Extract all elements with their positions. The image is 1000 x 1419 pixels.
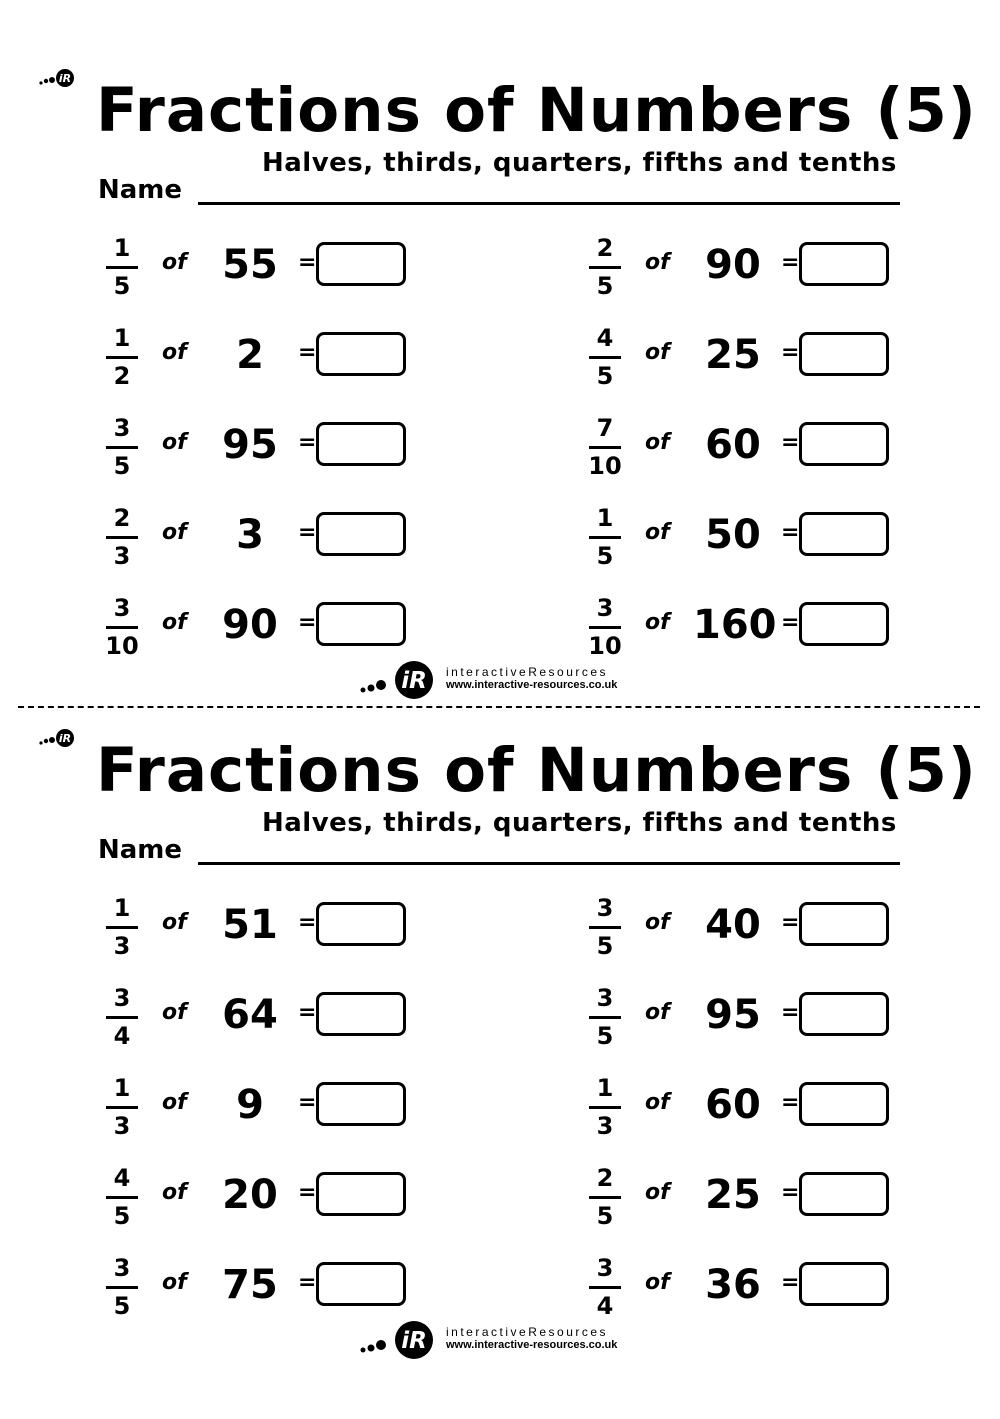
- fraction-denominator: 4: [596, 1292, 614, 1320]
- fraction-problem: [102, 982, 422, 1052]
- whole-number: 55: [222, 242, 278, 288]
- footer-brand-name: interactiveResources: [446, 1325, 609, 1339]
- small-ir-logo-icon: [38, 68, 78, 88]
- worksheet-sheet-2: [0, 660, 1000, 1354]
- equals-sign: =: [781, 1180, 800, 1205]
- fraction-problem: [585, 1072, 905, 1142]
- equals-sign: =: [298, 1090, 317, 1115]
- fraction-problem: [585, 1162, 905, 1232]
- fraction-problem: [102, 1162, 422, 1232]
- fraction-bar: [589, 1016, 621, 1019]
- worksheet-sheet-1: [0, 0, 1000, 694]
- fraction-denominator: 3: [113, 932, 131, 960]
- footer-brand-name: interactiveResources: [446, 665, 609, 679]
- name-write-line[interactable]: [198, 202, 900, 205]
- fraction-bar: [589, 356, 621, 359]
- fraction: [585, 1252, 625, 1322]
- of-label: of: [162, 250, 187, 275]
- fraction-denominator: 10: [588, 632, 622, 660]
- fraction-problem: [102, 412, 422, 482]
- fraction-problem: [102, 232, 422, 302]
- answer-box[interactable]: [799, 332, 889, 376]
- equals-sign: =: [298, 340, 317, 365]
- equals-sign: =: [298, 430, 317, 455]
- worksheet-subtitle: Halves, thirds, quarters, fifths and tenths: [262, 808, 897, 838]
- fraction-denominator: 5: [596, 1202, 614, 1230]
- whole-number: 40: [705, 902, 761, 948]
- equals-sign: =: [781, 250, 800, 275]
- fraction-bar: [106, 1286, 138, 1289]
- fraction-problem: [585, 322, 905, 392]
- fraction-numerator: 3: [596, 594, 614, 622]
- fraction-problem: [585, 412, 905, 482]
- footer-branding: [358, 1318, 648, 1362]
- fraction: [102, 1252, 142, 1322]
- equals-sign: =: [298, 520, 317, 545]
- of-label: of: [645, 910, 670, 935]
- answer-box[interactable]: [799, 1262, 889, 1306]
- fraction-problem: [585, 1252, 905, 1322]
- equals-sign: =: [781, 430, 800, 455]
- of-label: of: [162, 520, 187, 545]
- fraction: [585, 502, 625, 572]
- of-label: of: [645, 340, 670, 365]
- fraction-problem: [102, 502, 422, 572]
- fraction: [102, 592, 142, 662]
- fraction: [585, 1072, 625, 1142]
- whole-number: 64: [222, 992, 278, 1038]
- equals-sign: =: [298, 1000, 317, 1025]
- whole-number: 25: [705, 1172, 761, 1218]
- footer-website-url: www.interactive-resources.co.uk: [446, 1339, 618, 1351]
- answer-box[interactable]: [316, 332, 406, 376]
- fraction-numerator: 2: [113, 504, 131, 532]
- of-label: of: [645, 610, 670, 635]
- equals-sign: =: [781, 340, 800, 365]
- fraction-numerator: 3: [596, 894, 614, 922]
- fraction: [585, 1162, 625, 1232]
- answer-box[interactable]: [799, 1082, 889, 1126]
- answer-box[interactable]: [316, 512, 406, 556]
- fraction-numerator: 1: [113, 324, 131, 352]
- of-label: of: [162, 1180, 187, 1205]
- fraction-bar: [106, 1106, 138, 1109]
- fraction-denominator: 5: [113, 1292, 131, 1320]
- of-label: of: [162, 910, 187, 935]
- answer-box[interactable]: [799, 602, 889, 646]
- whole-number: 90: [705, 242, 761, 288]
- answer-box[interactable]: [316, 992, 406, 1036]
- fraction-denominator: 10: [588, 452, 622, 480]
- fraction-bar: [106, 1016, 138, 1019]
- of-label: of: [645, 520, 670, 545]
- fraction-problem: [585, 232, 905, 302]
- fraction-problem: [585, 502, 905, 572]
- fraction-numerator: 2: [596, 234, 614, 262]
- fraction: [585, 982, 625, 1052]
- equals-sign: =: [781, 1000, 800, 1025]
- fraction-problem: [585, 892, 905, 962]
- fraction-bar: [589, 926, 621, 929]
- of-label: of: [162, 1090, 187, 1115]
- answer-box[interactable]: [316, 422, 406, 466]
- fraction-numerator: 1: [113, 234, 131, 262]
- answer-box[interactable]: [799, 422, 889, 466]
- equals-sign: =: [298, 610, 317, 635]
- name-write-line[interactable]: [198, 862, 900, 865]
- whole-number: 36: [705, 1262, 761, 1308]
- footer-ir-logo-icon: [358, 1320, 442, 1360]
- of-label: of: [162, 1000, 187, 1025]
- fraction-denominator: 3: [113, 542, 131, 570]
- name-label: Name: [98, 835, 183, 865]
- whole-number: 3: [236, 512, 264, 558]
- equals-sign: =: [781, 1090, 800, 1115]
- fraction: [102, 322, 142, 392]
- fraction-bar: [589, 1106, 621, 1109]
- fraction-bar: [106, 356, 138, 359]
- footer-logo-text: iR: [401, 668, 427, 694]
- fraction-bar: [589, 266, 621, 269]
- answer-box[interactable]: [316, 602, 406, 646]
- fraction: [585, 592, 625, 662]
- fraction-problem: [102, 892, 422, 962]
- small-logo-text: iR: [58, 72, 72, 85]
- whole-number: 51: [222, 902, 278, 948]
- whole-number: 90: [222, 602, 278, 648]
- of-label: of: [645, 430, 670, 455]
- fraction-problem: [102, 592, 422, 662]
- fraction-numerator: 3: [113, 984, 131, 1012]
- answer-box[interactable]: [799, 1172, 889, 1216]
- fraction: [102, 982, 142, 1052]
- footer-website-url: www.interactive-resources.co.uk: [446, 679, 618, 691]
- fraction-denominator: 4: [113, 1022, 131, 1050]
- fraction-denominator: 5: [596, 362, 614, 390]
- fraction: [102, 412, 142, 482]
- fraction-denominator: 5: [113, 1202, 131, 1230]
- fraction-denominator: 5: [596, 272, 614, 300]
- fraction: [102, 1162, 142, 1232]
- fraction-denominator: 3: [113, 1112, 131, 1140]
- fraction-denominator: 3: [596, 1112, 614, 1140]
- answer-box[interactable]: [316, 1172, 406, 1216]
- fraction: [102, 232, 142, 302]
- answer-box[interactable]: [316, 902, 406, 946]
- fraction-problem: [102, 322, 422, 392]
- of-label: of: [645, 1000, 670, 1025]
- of-label: of: [162, 430, 187, 455]
- of-label: of: [162, 610, 187, 635]
- of-label: of: [645, 250, 670, 275]
- whole-number: 160: [693, 602, 777, 648]
- answer-box[interactable]: [799, 992, 889, 1036]
- fraction-denominator: 5: [596, 1022, 614, 1050]
- footer-logo-text: iR: [401, 1328, 427, 1354]
- fraction-problem: [102, 1072, 422, 1142]
- answer-box[interactable]: [799, 242, 889, 286]
- fraction: [585, 322, 625, 392]
- of-label: of: [162, 340, 187, 365]
- fraction: [102, 892, 142, 962]
- whole-number: 2: [236, 332, 264, 378]
- fraction-problem: [585, 982, 905, 1052]
- fraction-denominator: 5: [596, 542, 614, 570]
- of-label: of: [645, 1090, 670, 1115]
- fraction: [585, 412, 625, 482]
- whole-number: 9: [236, 1082, 264, 1128]
- fraction-numerator: 1: [596, 504, 614, 532]
- worksheet-title: Fractions of Numbers (5): [96, 75, 977, 146]
- fraction-problem: [585, 592, 905, 662]
- fraction-numerator: 7: [596, 414, 614, 442]
- fraction-bar: [589, 626, 621, 629]
- equals-sign: =: [781, 1270, 800, 1295]
- fraction: [102, 502, 142, 572]
- fraction-bar: [589, 446, 621, 449]
- fraction: [102, 1072, 142, 1142]
- fraction-numerator: 3: [596, 984, 614, 1012]
- fraction-bar: [589, 1196, 621, 1199]
- answer-box[interactable]: [316, 242, 406, 286]
- answer-box[interactable]: [799, 512, 889, 556]
- whole-number: 50: [705, 512, 761, 558]
- fraction: [585, 892, 625, 962]
- equals-sign: =: [781, 910, 800, 935]
- equals-sign: =: [298, 250, 317, 275]
- fraction-denominator: 5: [113, 452, 131, 480]
- equals-sign: =: [781, 520, 800, 545]
- fraction-bar: [589, 536, 621, 539]
- fraction-numerator: 4: [596, 324, 614, 352]
- fraction-bar: [106, 1196, 138, 1199]
- fraction-denominator: 5: [113, 272, 131, 300]
- small-ir-logo-icon: [38, 728, 78, 748]
- fraction: [585, 232, 625, 302]
- of-label: of: [645, 1270, 670, 1295]
- fraction-bar: [106, 626, 138, 629]
- fraction-numerator: 1: [113, 894, 131, 922]
- fraction-numerator: 3: [113, 594, 131, 622]
- whole-number: 60: [705, 1082, 761, 1128]
- fraction-numerator: 4: [113, 1164, 131, 1192]
- fraction-numerator: 3: [113, 1254, 131, 1282]
- fraction-bar: [589, 1286, 621, 1289]
- equals-sign: =: [781, 610, 800, 635]
- name-label: Name: [98, 175, 183, 205]
- answer-box[interactable]: [799, 902, 889, 946]
- equals-sign: =: [298, 910, 317, 935]
- equals-sign: =: [298, 1270, 317, 1295]
- small-logo-text: iR: [58, 732, 72, 745]
- fraction-bar: [106, 446, 138, 449]
- fraction-denominator: 10: [105, 632, 139, 660]
- whole-number: 95: [705, 992, 761, 1038]
- answer-box[interactable]: [316, 1262, 406, 1306]
- fraction-numerator: 3: [596, 1254, 614, 1282]
- fraction-numerator: 1: [113, 1074, 131, 1102]
- fraction-denominator: 5: [596, 932, 614, 960]
- fraction-numerator: 2: [596, 1164, 614, 1192]
- fraction-denominator: 2: [113, 362, 131, 390]
- whole-number: 20: [222, 1172, 278, 1218]
- fraction-bar: [106, 536, 138, 539]
- fraction-numerator: 3: [113, 414, 131, 442]
- fraction-bar: [106, 266, 138, 269]
- equals-sign: =: [298, 1180, 317, 1205]
- whole-number: 25: [705, 332, 761, 378]
- answer-box[interactable]: [316, 1082, 406, 1126]
- of-label: of: [645, 1180, 670, 1205]
- whole-number: 95: [222, 422, 278, 468]
- fraction-numerator: 1: [596, 1074, 614, 1102]
- whole-number: 75: [222, 1262, 278, 1308]
- worksheet-subtitle: Halves, thirds, quarters, fifths and tenths: [262, 148, 897, 178]
- of-label: of: [162, 1270, 187, 1295]
- worksheet-title: Fractions of Numbers (5): [96, 735, 977, 806]
- fraction-bar: [106, 926, 138, 929]
- fraction-problem: [102, 1252, 422, 1322]
- whole-number: 60: [705, 422, 761, 468]
